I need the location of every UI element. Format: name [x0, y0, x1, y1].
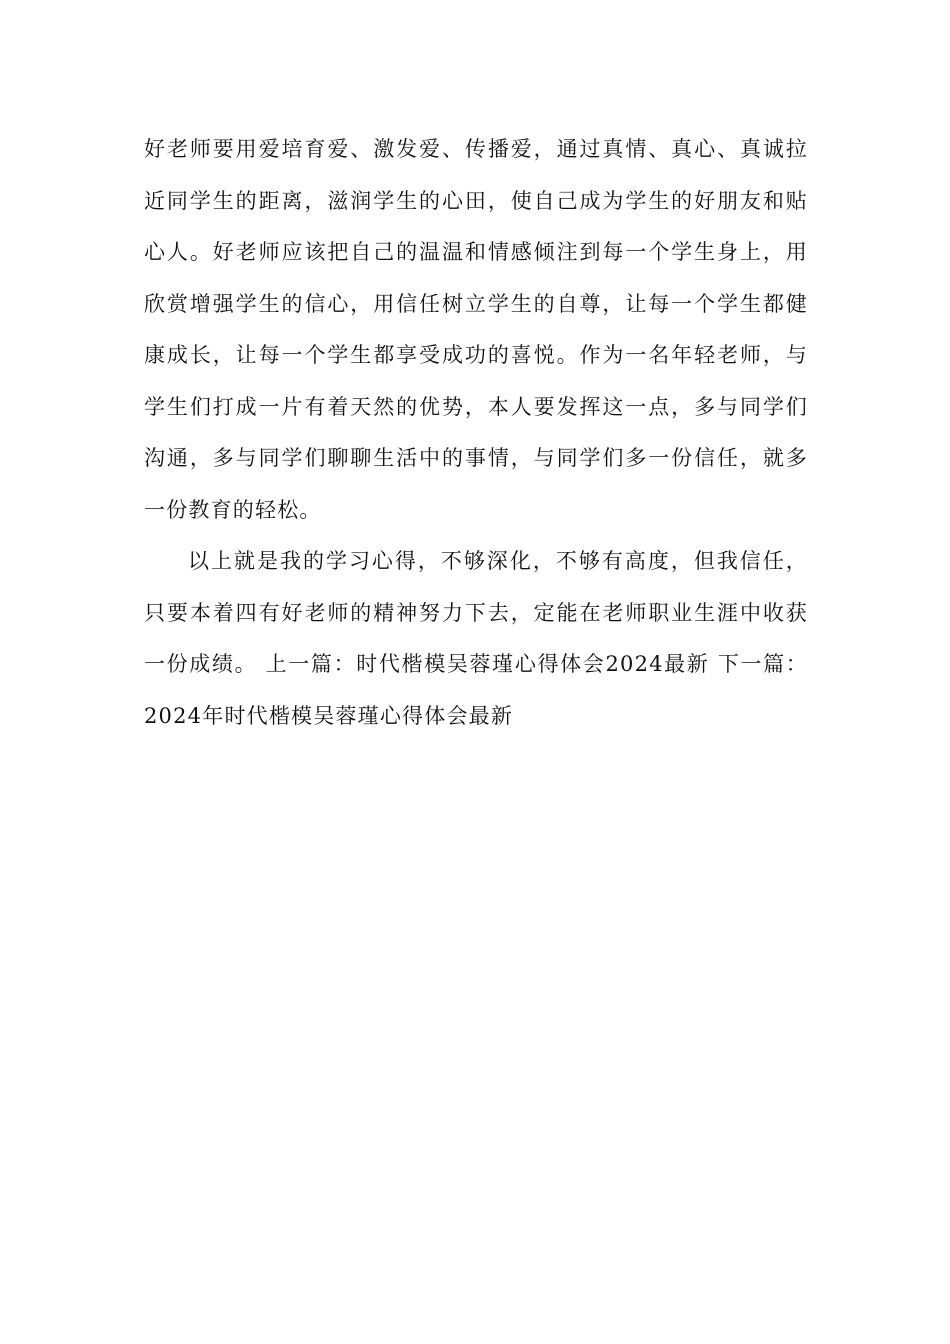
prev-article-label: 上一篇：	[265, 652, 357, 676]
text-line: 近同学生的距离，滋润学生的心田，使自己成为学生的好朋友和贴	[144, 188, 808, 213]
text-line: 好老师要用爱培育爱、激发爱、传播爱，通过真情、真心、真诚拉	[144, 137, 808, 161]
text-line-with-nav	[144, 639, 808, 691]
text-line: 欣赏增强学生的信心，用信任树立学生的自尊，让每一个学生都健	[144, 291, 808, 316]
text-line: 沟通，多与同学们聊聊生活中的事情，与同学们多一份信任，就多	[144, 446, 808, 470]
conclusion-end-text: 一份成绩。	[144, 652, 258, 676]
next-article-link[interactable]: 2024年时代楷模吴蓉瑾心得体会最新	[144, 703, 514, 728]
paragraph-teacher-love	[144, 124, 808, 536]
paragraph-conclusion	[144, 536, 808, 742]
text-line: 康成长，让每一个学生都享受成功的喜悦。作为一名年轻老师，与	[144, 343, 808, 367]
text-line: 一份教育的轻松。	[144, 497, 322, 522]
text-line	[144, 691, 808, 743]
text-line: 心人。好老师应该把自己的温温和情感倾注到每一个学生身上，用	[144, 240, 808, 264]
text-line: 只要本着四有好老师的精神努力下去，定能在老师职业生涯中收获	[144, 600, 808, 625]
text-line: 以上就是我的学习心得，不够深化，不够有高度，但我信任，	[188, 549, 808, 573]
document-body	[144, 124, 808, 742]
text-line: 学生们打成一片有着天然的优势，本人要发挥这一点，多与同学们	[144, 394, 808, 419]
next-article-label: 下一篇：	[717, 652, 808, 676]
prev-article-link[interactable]: 时代楷模吴蓉瑾心得体会2024最新	[356, 652, 710, 676]
